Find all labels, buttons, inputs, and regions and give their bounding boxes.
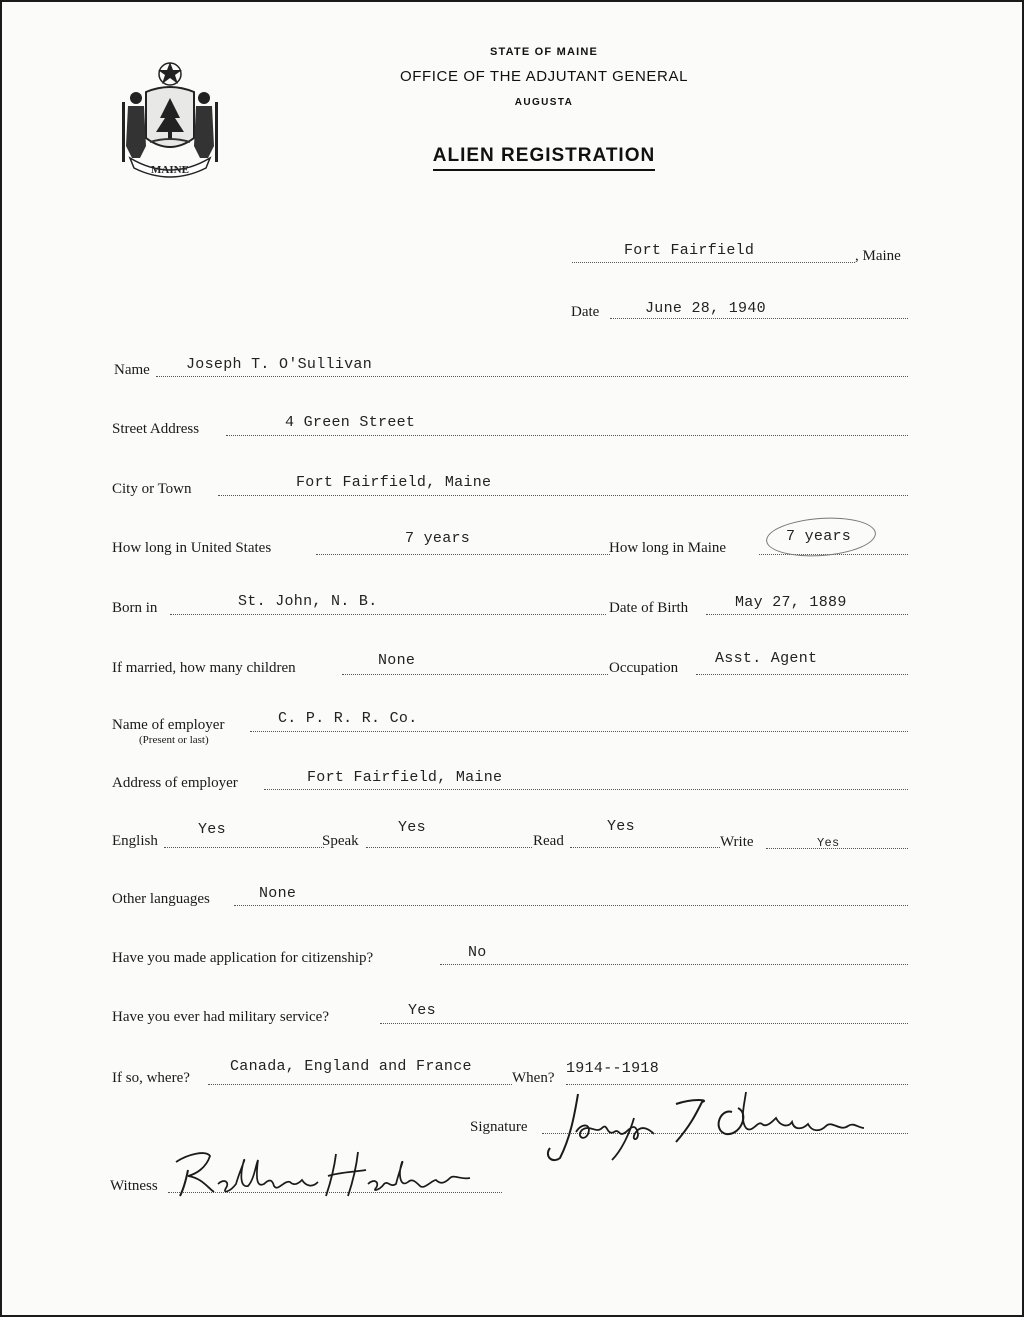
how-long-maine-value: 7 years — [786, 528, 852, 545]
town-value: Fort Fairfield — [624, 242, 755, 259]
form-title-text: ALIEN REGISTRATION — [433, 145, 655, 171]
when-value: 1914--1918 — [566, 1060, 660, 1077]
employer-address-label: Address of employer — [112, 775, 238, 791]
witness-label: Witness — [110, 1178, 158, 1194]
date-label: Date — [571, 304, 600, 320]
english-label: English — [112, 833, 158, 849]
signature-handwriting — [526, 1078, 886, 1168]
write-label: Write — [720, 834, 754, 850]
children-label: If married, how many children — [112, 660, 296, 676]
english-value: Yes — [198, 821, 226, 838]
speak-label: Speak — [322, 833, 359, 849]
how-long-maine-label: How long in Maine — [609, 540, 727, 556]
city-town-value: Fort Fairfield, Maine — [296, 474, 492, 491]
citizenship-label: Have you made application for citizenship? — [112, 950, 374, 966]
employer-value: C. P. R. R. Co. — [278, 710, 418, 727]
date-value: June 28, 1940 — [645, 300, 766, 317]
employer-address-value: Fort Fairfield, Maine — [307, 769, 503, 786]
date-of-birth-label: Date of Birth — [609, 600, 689, 616]
how-long-us-value: 7 years — [405, 530, 471, 547]
employer-label: Name of employer — [112, 717, 225, 733]
state-heading: STATE OF MAINE — [489, 46, 599, 58]
children-value: None — [378, 652, 416, 669]
other-languages-label: Other languages — [112, 891, 210, 907]
speak-value: Yes — [398, 819, 426, 836]
city-heading: AUGUSTA — [514, 97, 574, 108]
born-in-value: St. John, N. B. — [238, 593, 378, 610]
occupation-label: Occupation — [609, 660, 679, 676]
other-languages-value: None — [259, 885, 297, 902]
when-label: When? — [512, 1070, 555, 1086]
military-label: Have you ever had military service? — [112, 1009, 329, 1025]
form-title — [32, 145, 1024, 167]
seal-lettering: MAINE — [151, 164, 189, 176]
street-address-label: Street Address — [112, 421, 200, 437]
read-label: Read — [533, 833, 564, 849]
maine-suffix-label: , Maine — [855, 248, 901, 264]
write-value: Yes — [817, 836, 840, 850]
where-label: If so, where? — [112, 1070, 190, 1086]
born-in-label: Born in — [112, 600, 158, 616]
read-value: Yes — [607, 818, 635, 835]
city-town-label: City or Town — [112, 481, 192, 497]
witness-handwriting — [170, 1140, 490, 1204]
occupation-value: Asst. Agent — [715, 650, 818, 667]
signature-label: Signature — [470, 1119, 528, 1135]
citizenship-value: No — [468, 944, 487, 961]
where-value: Canada, England and France — [230, 1058, 472, 1075]
employer-note: (Present or last) — [139, 734, 209, 746]
how-long-us-label: How long in United States — [112, 540, 272, 556]
street-address-value: 4 Green Street — [285, 414, 416, 431]
date-of-birth-value: May 27, 1889 — [735, 594, 847, 611]
name-label: Name — [114, 362, 150, 378]
military-value: Yes — [408, 1002, 436, 1019]
office-heading: OFFICE OF THE ADJUTANT GENERAL — [399, 68, 689, 85]
name-value: Joseph T. O'Sullivan — [186, 356, 373, 373]
